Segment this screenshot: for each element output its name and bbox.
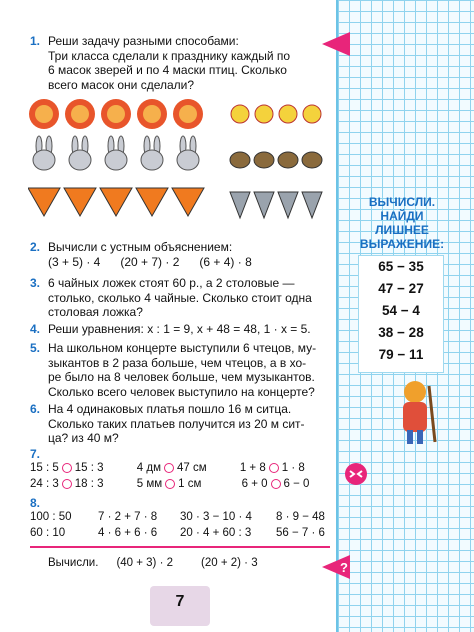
task3-text: 6 чайных ложек стоят 60 р., а 2 столовые — столько, сколько 4 чайные. Сколько стоит одна столовая ложка?	[48, 276, 312, 319]
compare-circle[interactable]	[164, 463, 174, 473]
task5-number: 5.	[30, 341, 41, 355]
task4-text: Реши уравнения: x : 1 = 9, x + 48 = 48, 1 · x = 5.	[48, 322, 311, 336]
task4-number: 4.	[30, 322, 41, 336]
compare-circle[interactable]	[62, 479, 72, 489]
divider-line	[30, 546, 330, 548]
bottom-exercise: Вычисли. (40 + 3) · 2 (20 + 2) · 3	[48, 557, 258, 569]
task6-text: На 4 одинаковых платья пошло 16 м ситца. Сколько таких платьев получится из 20 м сит- ца? из 40 м?	[48, 402, 305, 445]
compare-circle[interactable]	[271, 479, 281, 489]
task5-text: На школьном концерте выступили 6 чтецов, му- зыкантов в 2 раза больше, чем чтецов, а в хо- ре было на 8 человек больше, чем музыкантов. Сколько всего человек выступило на концерте?	[48, 341, 317, 399]
task1-number: 1.	[30, 34, 41, 48]
task7-number: 7.	[30, 447, 41, 461]
page-number: 7	[150, 586, 210, 626]
lion-masks	[29, 99, 203, 129]
question-mark: ?	[340, 560, 348, 575]
side-expressions-box	[358, 255, 444, 373]
task8-number: 8.	[30, 496, 41, 510]
task2-number: 2.	[30, 240, 41, 254]
question-triangle-icon	[322, 555, 350, 579]
side-expression: 79 − 11	[378, 347, 424, 362]
character-illustration-icon	[385, 376, 445, 448]
task2-text: Вычисли с устным объяснением: (3 + 5) · 4 (20 + 7) · 2 (6 + 4) · 8	[48, 240, 252, 269]
crow-masks	[230, 192, 322, 218]
animal-masks-illustration	[28, 96, 228, 236]
task7-row1: 15 : 5 15 : 3 4 дм 47 см 1 + 8 1 · 8	[30, 462, 305, 474]
owl-masks	[230, 152, 322, 168]
side-expression: 65 − 35	[378, 259, 424, 274]
task8-row2: 60 : 10 4 · 6 + 6 · 6 20 · 4 + 60 : 3 56 − 7 · 6	[30, 527, 325, 539]
rabbit-masks	[33, 136, 199, 170]
chick-masks	[231, 105, 321, 123]
side-expression: 38 − 28	[378, 325, 424, 340]
side-expression: 54 − 4	[382, 303, 420, 318]
task3-number: 3.	[30, 276, 41, 290]
pair-work-icon	[344, 462, 368, 486]
bird-masks-illustration	[228, 96, 328, 236]
task1-text: Реши задачу разными способами: Три класса сделали к празднику каждый по 6 масок зверей и по 4 маски птиц. Сколько всего масок они сделали?	[48, 34, 291, 92]
side-expression: 47 − 27	[378, 281, 424, 296]
task8-row1: 100 : 50 7 · 2 + 7 · 8 30 · 3 − 10 · 4 8 · 9 − 48	[30, 511, 325, 523]
side-title: ВЫЧИСЛИ. НАЙДИ ЛИШНЕЕ ВЫРАЖЕНИЕ:	[359, 195, 445, 251]
compare-circle[interactable]	[269, 463, 279, 473]
fox-masks	[28, 188, 204, 216]
compare-circle[interactable]	[165, 479, 175, 489]
compare-circle[interactable]	[62, 463, 72, 473]
task7-row2: 24 : 3 18 : 3 5 мм 1 см 6 + 0 6 − 0	[30, 478, 310, 490]
task6-number: 6.	[30, 402, 41, 416]
